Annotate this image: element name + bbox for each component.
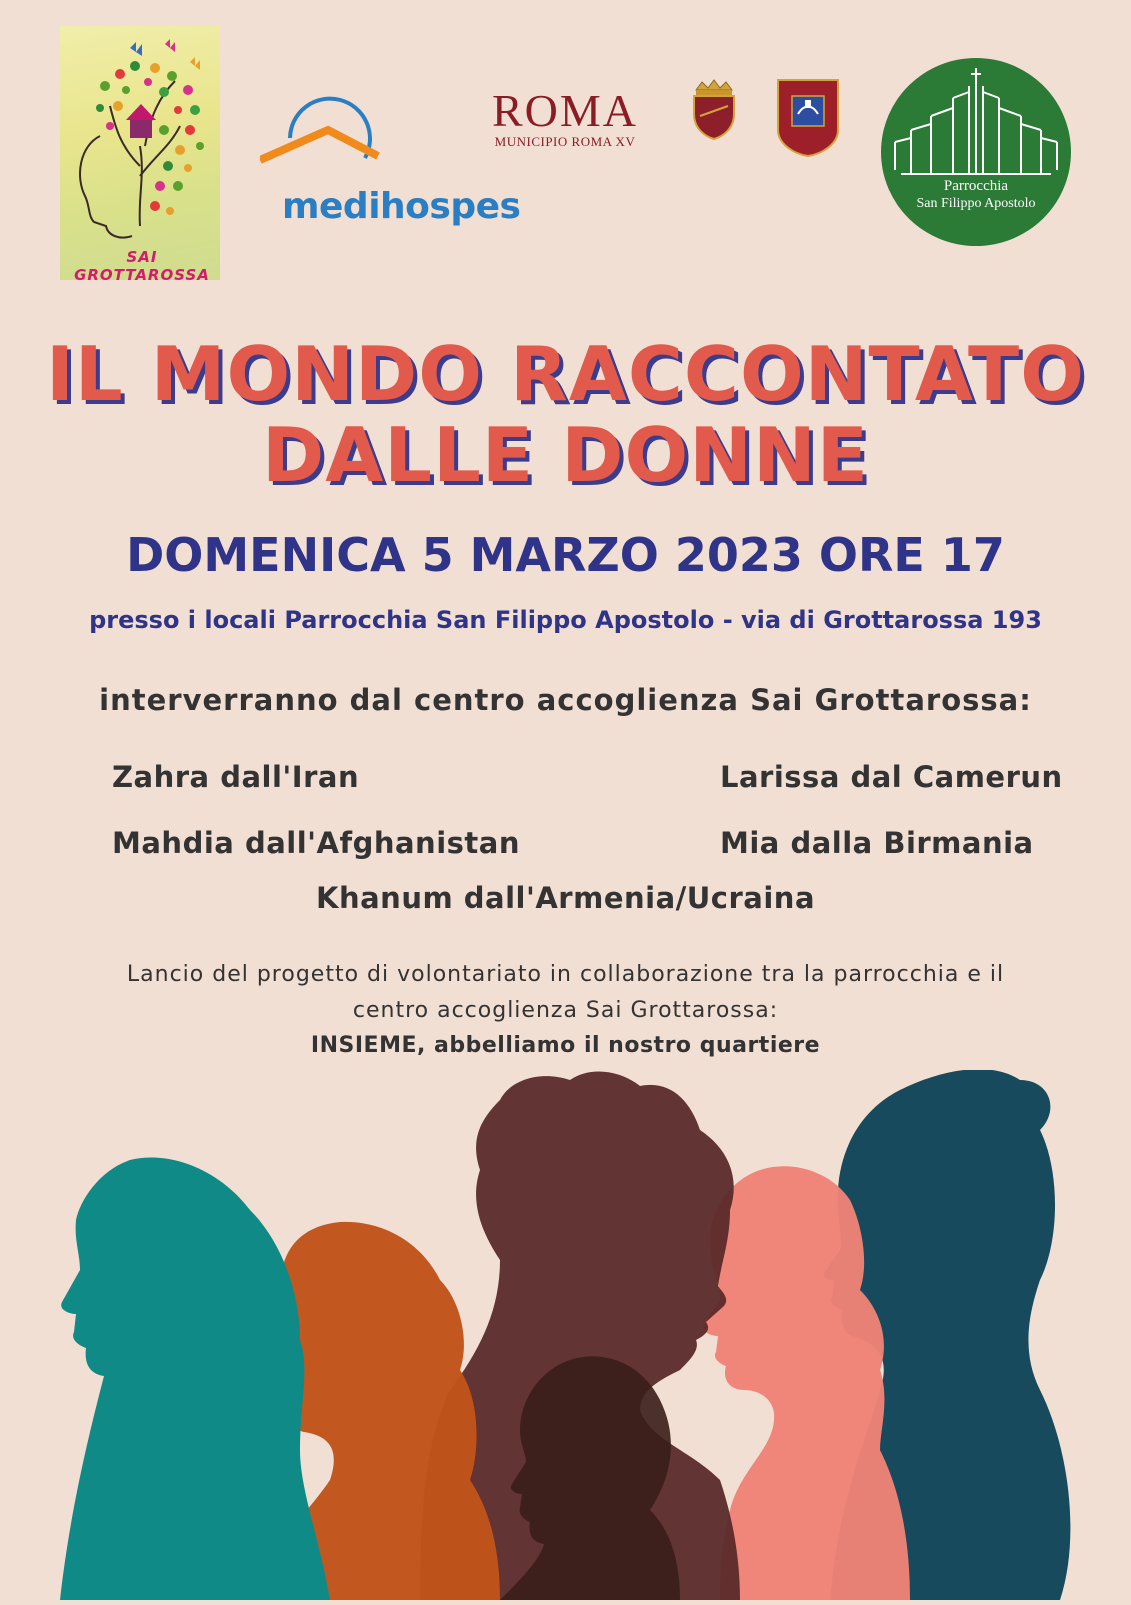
project-slogan: INSIEME, abbelliamo il nostro quartiere (310, 1033, 821, 1058)
event-venue: presso i locali Parrocchia San Filippo Apostolo - via di Grottarossa 193 (89, 606, 1042, 634)
speaker-item: Mahdia dall'Afghanistan (112, 826, 520, 860)
roma-wordmark: ROMA (491, 85, 639, 136)
event-title-line-2: DALLE DONNE (261, 411, 869, 499)
speaker-item: Mia dalla Birmania (720, 826, 1034, 860)
women-silhouettes-illustration (0, 1070, 1131, 1600)
spqr-shield-icon (688, 78, 740, 140)
speaker-item: Khanum dall'Armenia/Ucraina (315, 881, 816, 915)
tree-head-illustration (60, 26, 220, 280)
sai-grottarossa-text: SAI GROTTAROSSA (74, 248, 210, 280)
speaker-item: Larissa dal Camerun (720, 760, 1063, 794)
parrocchia-label: Parrocchia (943, 178, 1009, 194)
medihospes-roof-icon (260, 90, 400, 180)
parrocchia-name: San Filippo Apostolo (916, 196, 1036, 211)
project-description-line-1: Lancio del progetto di volontariato in collaborazione tra la parrocchia e il (126, 962, 1005, 987)
speaker-item: Zahra dall'Iran (112, 760, 360, 794)
church-outline-icon (881, 58, 1071, 246)
event-title-line-1: IL MONDO RACCONTATO (46, 330, 1085, 418)
medihospes-wordmark: medihospes (282, 186, 521, 227)
sai-grottarossa-logo (60, 26, 220, 280)
silhouette-teal (60, 1157, 330, 1600)
parrocchia-logo (881, 58, 1071, 246)
municipio-crest-icon (776, 78, 840, 158)
project-description-line-2: centro accoglienza Sai Grottarossa: (352, 998, 779, 1023)
municipio-label: MUNICIPIO ROMA XV (494, 134, 636, 149)
event-date: DOMENICA 5 MARZO 2023 ORE 17 (126, 528, 1005, 582)
speakers-intro: interverranno dal centro accoglienza Sai Grottarossa: (99, 683, 1032, 717)
roma-municipio-logo (470, 85, 660, 168)
